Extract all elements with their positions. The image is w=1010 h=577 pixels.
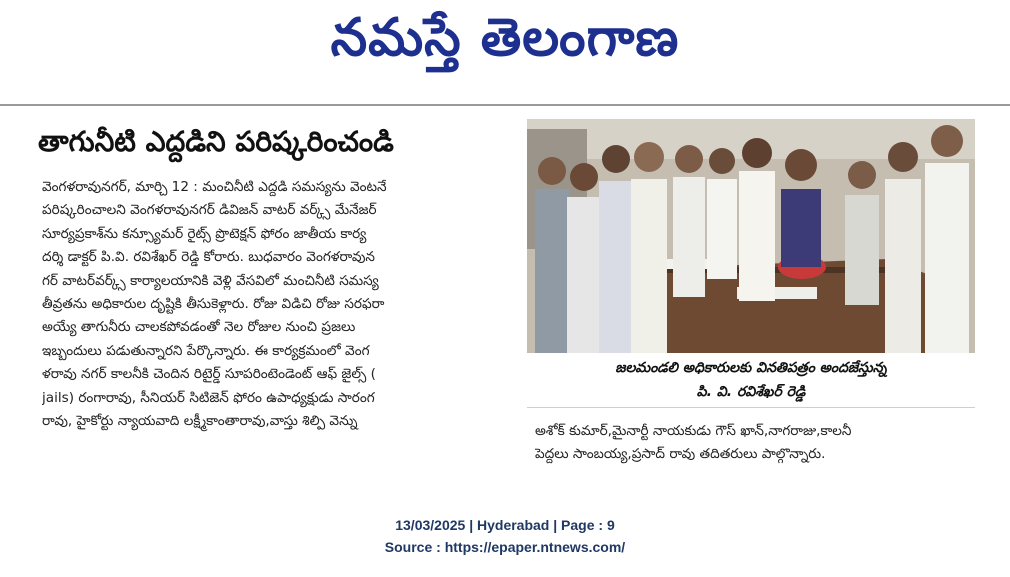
body-line: jails) రంగారావు, సీనియర్ సిటిజెన్ ఫోరం ఉపాధ్యక్షుడు సారంగ [42, 389, 375, 406]
photo-caption-line: పి. వి. రవిశేఖర్ రెడ్డి [696, 384, 806, 400]
article-headline: తాగునీటి ఎద్దడిని పరిష్కరించండి [38, 125, 394, 158]
photo-caption [527, 356, 975, 404]
news-photo [527, 119, 975, 353]
footer-date-page: 13/03/2025 | Hyderabad | Page : 9 [395, 517, 615, 533]
body-line: అయ్యే తాగునీరు చాలకపోవడంతో నెల రోజుల నుంచి ప్రజలు [42, 319, 356, 336]
masthead-divider [0, 104, 1010, 106]
body-line: ఇబ్బందులు పడుతున్నారని పేర్కొన్నారు. ఈ కార్యక్రమంలో వెంగ [42, 342, 370, 359]
body-line: రావు, హైకోర్టు న్యాయవాది లక్ష్మీకాంతారావు,వాస్తు శిల్పి వెన్ను [42, 412, 358, 429]
newspaper-logo: నమస్తే తెలంగాణ [330, 7, 680, 68]
body-line: గర్ వాటర్‌వర్క్స్ కార్యాలయానికి వెళ్లి వేసవిలో మంచినీటి సమస్య [42, 272, 379, 289]
body-line: సూర్యప్రకాశ్‌ను కన్స్యూమర్ రైట్స్ ప్రొటెక్షన్ ఫోరం జాతీయ కార్య [42, 225, 367, 242]
page-footer [0, 514, 1010, 558]
body-line: దర్శి డాక్టర్ పి.వి. రవిశేఖర్ రెడ్డి కోరారు. బుధవారం వెంగళరావున [42, 249, 375, 266]
footer-source: Source : https://epaper.ntnews.com/ [384, 539, 626, 555]
group-photo-illustration [527, 119, 975, 353]
body-line: తీవ్రతను అధికారుల దృష్టికి తీసుకెళ్లారు. రోజు విడిచి రోజు సరఫరా [42, 295, 385, 312]
body-line: ళరావు నగర్ కాలనీకి చెందిన రిటైర్డ్ సూపరింటెండెంట్ ఆఫ్ జైల్స్ ( [42, 366, 376, 383]
article-body-left [42, 176, 502, 433]
body-line: పరిష్కరించాలని వెంగళరావునగర్ డివిజన్ వాటర్ వర్క్స్ మేనేజర్ [42, 202, 377, 219]
body-line: వెంగళరావునగర్, మార్చి 12 : మంచినీటి ఎద్దడి సమస్యను వెంటనే [42, 179, 387, 195]
article-body-right [535, 420, 980, 467]
masthead [0, 0, 1010, 104]
caption-divider [527, 407, 975, 408]
body-line: పెద్దలు సాంబయ్య,ప్రసాద్ రావు తదితరులు పాల్గొన్నారు. [535, 446, 826, 463]
photo-caption-line: జలమండలి అధికారులకు వినతిపత్రం అందజేస్తున్న [615, 360, 887, 376]
body-line: అశోక్ కుమార్,మైనార్టీ నాయకుడు గౌస్ ఖాన్,నాగరాజు,కాలనీ [535, 423, 852, 439]
